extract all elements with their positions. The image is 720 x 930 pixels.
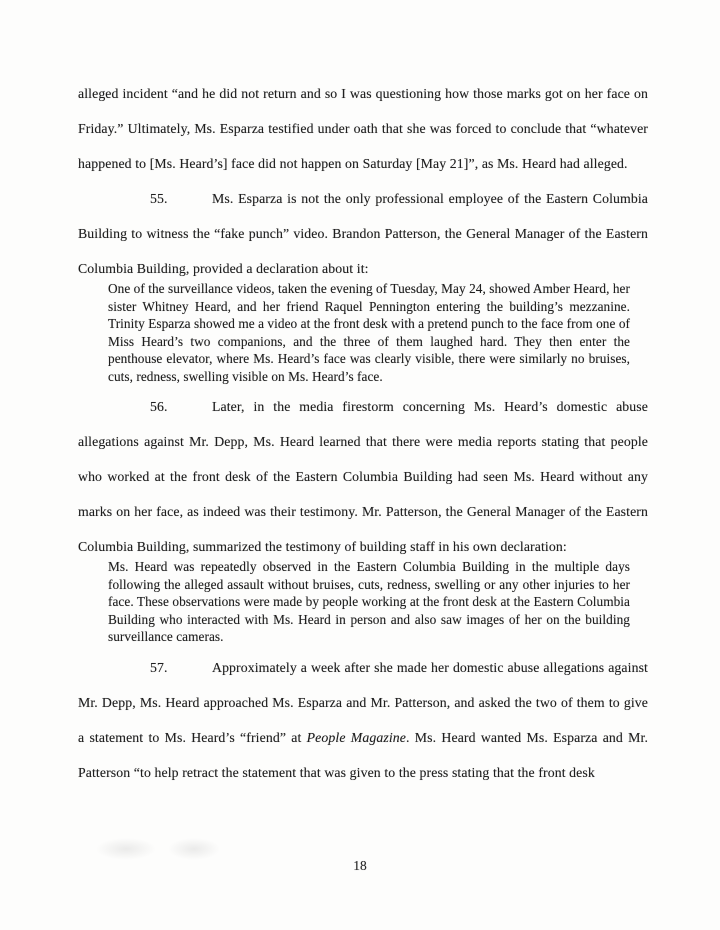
continuation-paragraph xyxy=(78,76,648,181)
paragraph-57 xyxy=(78,650,648,790)
paragraph-text: Ms. Esparza is not the only professional employee of the Eastern Columbia Building to witness the “fake punch” video. Brandon Patterson, the General Manager of the Eastern Columbia Building, provided a declaration about it: xyxy=(78,191,648,276)
block-quote-1 xyxy=(108,280,630,385)
paragraph-56 xyxy=(78,389,648,564)
paragraph-number: 55. xyxy=(150,191,168,206)
page-number: 18 xyxy=(353,858,367,873)
paragraph-text: alleged incident “and he did not return and so I was questioning how those marks got on her face on Friday.” Ultimately, Ms. Esparza testified under oath that she was forced to conclude that “whatever happened to [Ms. Heard’s] face did not happen on Saturday [May 21]”, as Ms. Heard had alleged. xyxy=(78,86,648,171)
paragraph-55 xyxy=(78,181,648,286)
paragraph-number: 56. xyxy=(150,399,168,414)
paragraph-text: Ms. Heard was repeatedly observed in the Eastern Columbia Building in the multiple days following the alleged assault without bruises, cuts, redness, swelling or any other injuries to her face. These observations were made by people working at the front desk at the Eastern Columbia Building who interacted with Ms. Heard in person and also saw images of her on the building surveillance cameras. xyxy=(108,559,630,644)
paragraph-text: Later, in the media firestorm concerning Ms. Heard’s domestic abuse allegations against Mr. Depp, Ms. Heard learned that there were media reports stating that people who worked at the front desk of the Eastern Columbia Building had seen Ms. Heard without any marks on her face, as indeed was their testimony. Mr. Patterson, the General Manager of the Eastern Columbia Building, summarized the testimony of building staff in his own declaration: xyxy=(78,399,648,554)
scan-smudge xyxy=(168,838,220,860)
paragraph-text: Approximately a week after she made her domestic abuse allegations against Mr. Depp, Ms. Heard approached Ms. Esparza and Mr. Patterson, and asked the two of them to give a statement to Ms. Heard’s “friend” at xyxy=(78,659,648,745)
paragraph-number: 57. xyxy=(150,659,168,675)
paragraph-text: . Ms. Heard wanted Ms. Esparza and Mr. Patterson “to help retract the statement that was given to the press stating that the front desk xyxy=(78,729,648,780)
paragraph-text: One of the surveillance videos, taken the evening of Tuesday, May 24, showed Amber Heard, her sister Whitney Heard, and her friend Raquel Pennington entering the building’s mezzanine. Trinity Esparza showed me a video at the front desk with a pretend punch to the face from one of Miss Heard’s two companions, and the three of them laughed hard. They then enter the penthouse elevator, where Ms. Heard’s face was clearly visible, there were similarly no bruises, cuts, redness, swelling visible on Ms. Heard’s face. xyxy=(108,281,630,384)
document-body xyxy=(78,76,648,790)
block-quote-2 xyxy=(108,558,630,646)
scan-smudge xyxy=(96,838,156,860)
italic-text: People Magazine xyxy=(306,729,407,745)
